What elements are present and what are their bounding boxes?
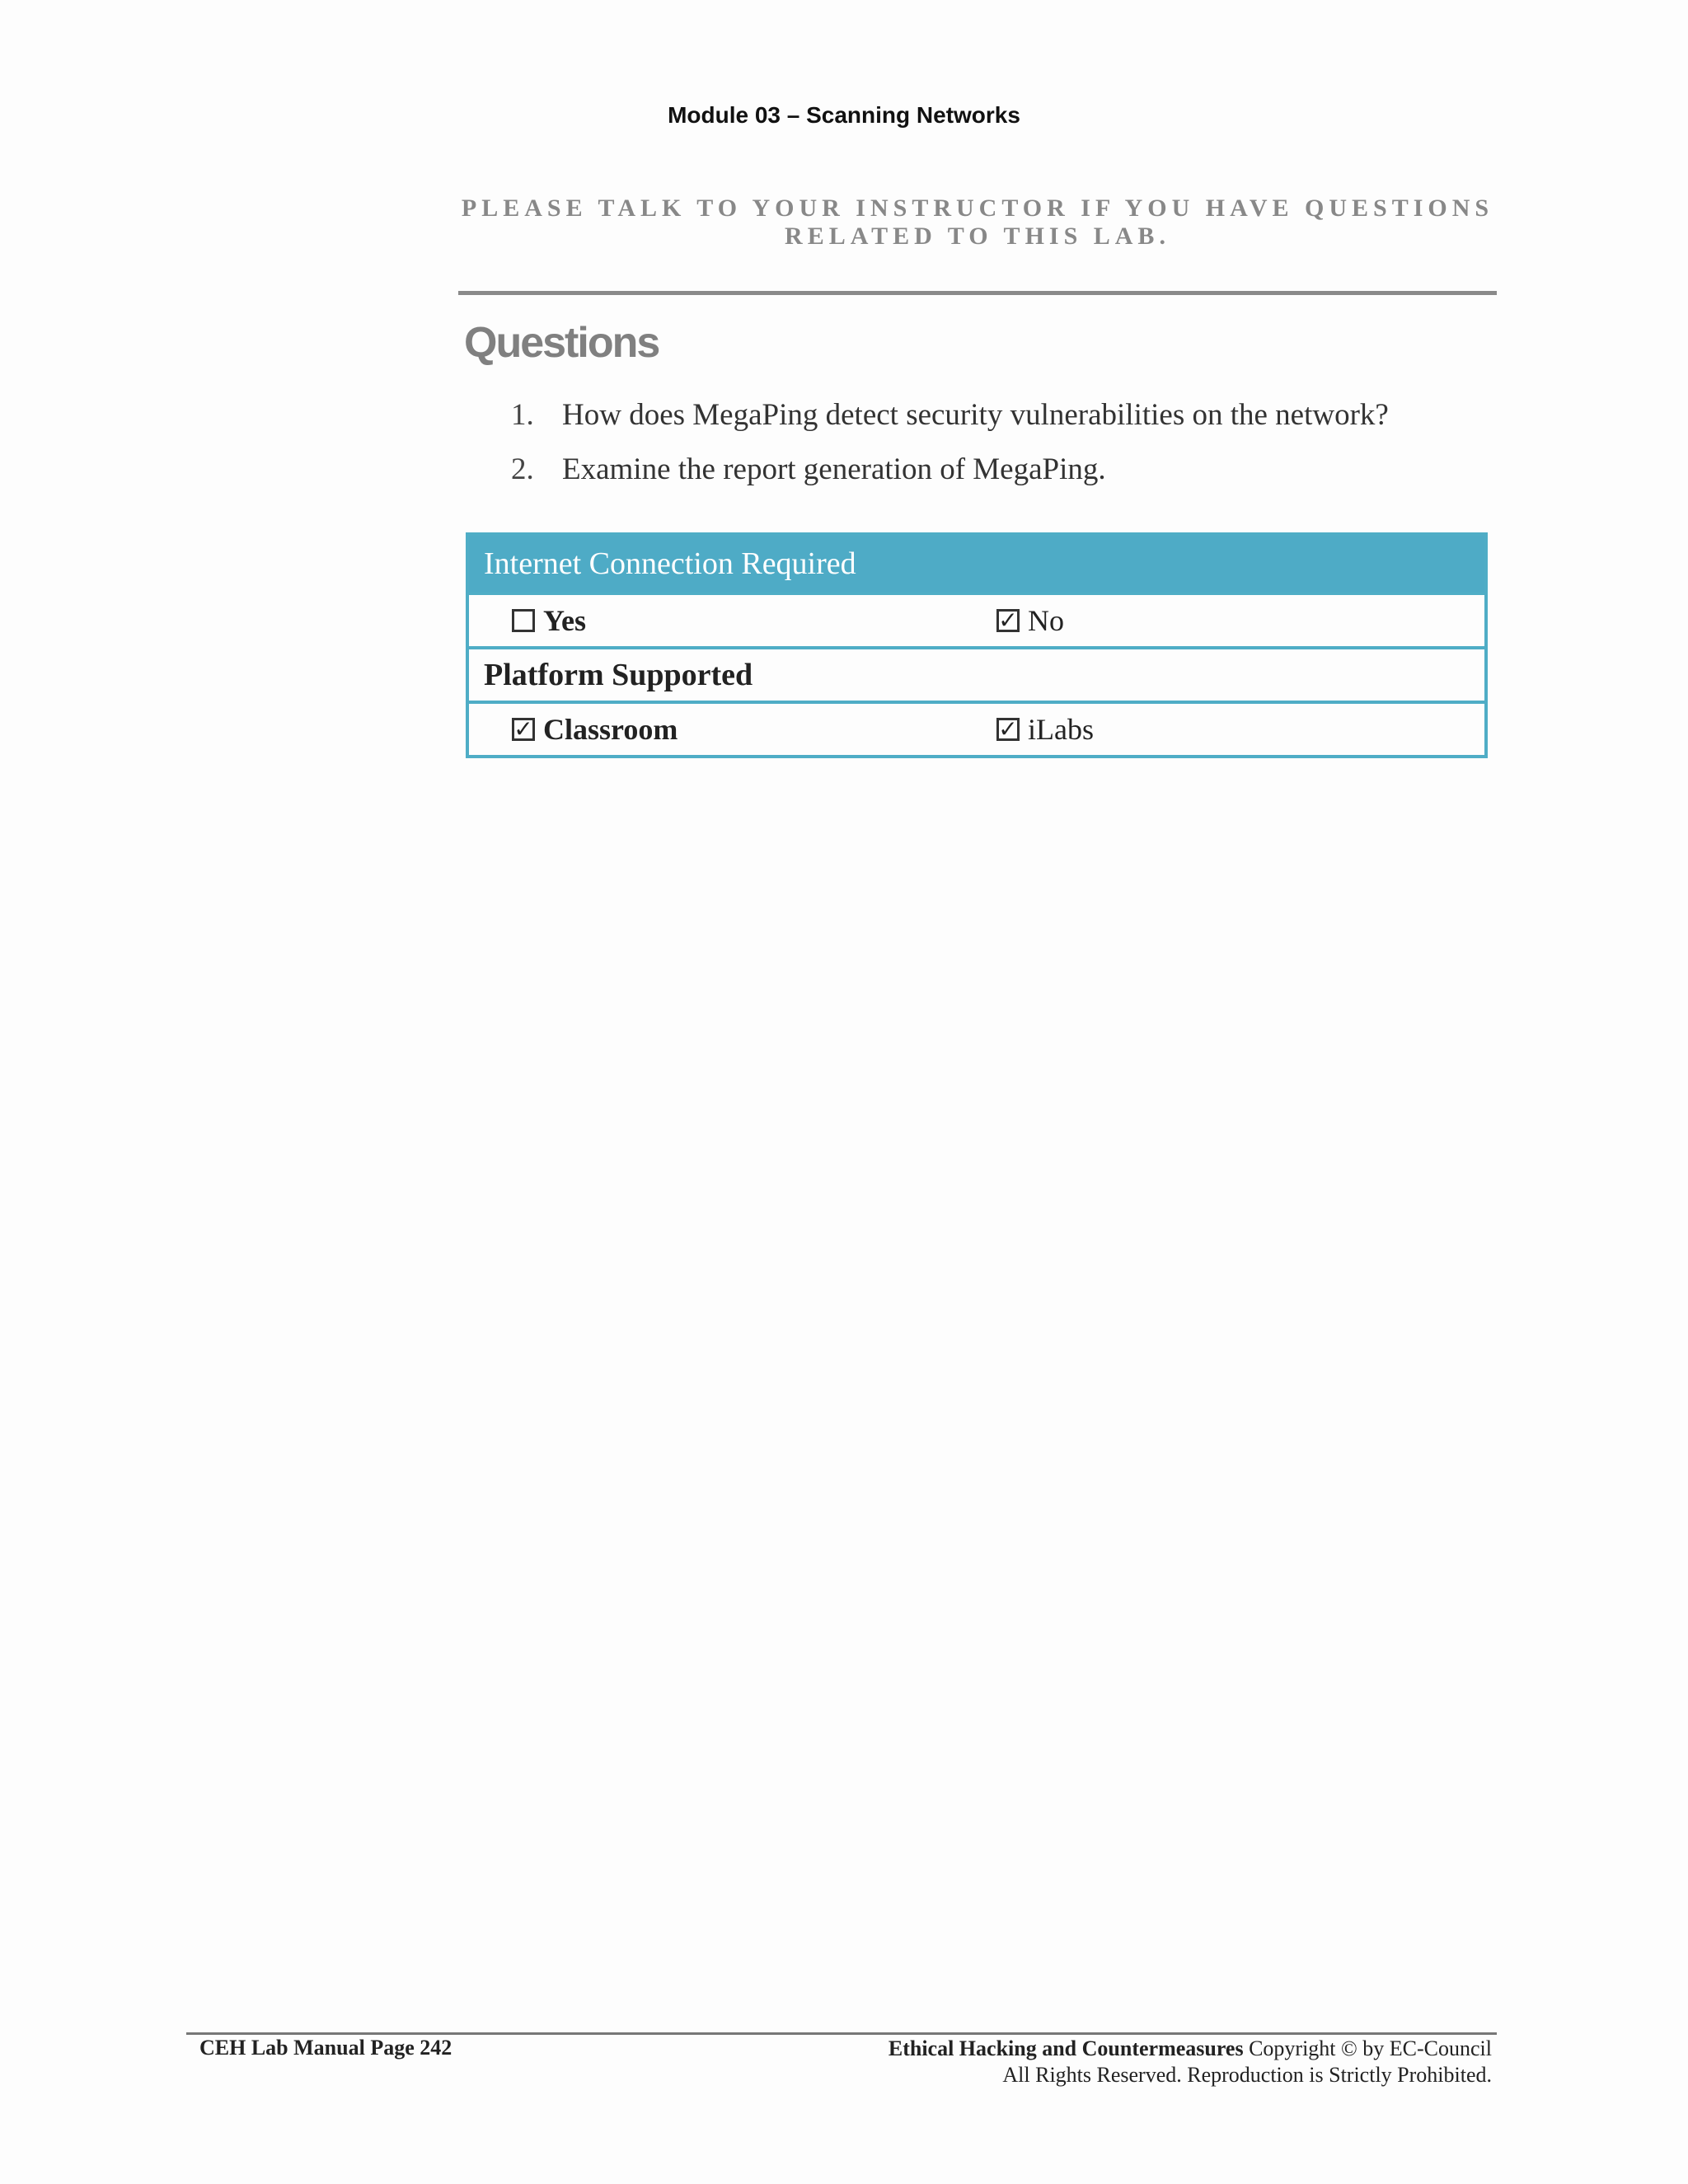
questions-heading: Questions <box>464 319 659 367</box>
requirements-table <box>466 532 1488 758</box>
notice-line-1: PLEASE TALK TO YOUR INSTRUCTOR IF YOU HAVE QUESTIONS <box>461 194 1494 222</box>
footer-divider <box>186 2032 1497 2035</box>
question-text: How does MegaPing detect security vulnerabilities on the network? <box>562 397 1389 432</box>
footer-rights: All Rights Reserved. Reproduction is Strictly Prohibited. <box>1002 2063 1492 2087</box>
question-number: 1. <box>511 397 534 432</box>
option-ilabs-label: iLabs <box>1028 713 1094 746</box>
internet-options-row <box>469 592 1484 646</box>
footer-course-title: Ethical Hacking and Countermeasures <box>888 2036 1244 2060</box>
footer-page-number: Page 242 <box>370 2036 452 2060</box>
questions-list <box>511 387 1389 496</box>
module-header: Module 03 – Scanning Networks <box>668 102 1020 128</box>
platform-supported-header: Platform Supported <box>469 646 1484 701</box>
footer-copyright-text: Copyright © by EC-Council <box>1249 2036 1492 2060</box>
option-no-label: No <box>1028 604 1064 637</box>
option-ilabs <box>996 712 1094 747</box>
classroom-checkbox-icon: ✓ <box>512 718 535 741</box>
footer-page-info <box>199 2036 452 2060</box>
instructor-notice <box>458 194 1497 251</box>
section-divider <box>458 291 1497 295</box>
option-yes <box>469 603 996 638</box>
question-number: 2. <box>511 452 534 486</box>
question-text: Examine the report generation of MegaPing. <box>562 452 1106 486</box>
footer-manual-title: CEH Lab Manual <box>199 2036 365 2060</box>
internet-connection-header: Internet Connection Required <box>469 536 1484 592</box>
ilabs-checkbox-icon: ✓ <box>996 718 1020 741</box>
footer-copyright <box>659 2036 1492 2088</box>
question-item <box>511 442 1389 496</box>
notice-line-2: RELATED TO THIS LAB. <box>785 223 1170 250</box>
no-checkbox-icon: ✓ <box>996 609 1020 632</box>
option-yes-label: Yes <box>543 604 586 637</box>
option-classroom <box>469 712 996 747</box>
option-classroom-label: Classroom <box>543 713 678 746</box>
question-item <box>511 387 1389 442</box>
platform-options-row <box>469 701 1484 755</box>
yes-checkbox-icon <box>512 609 535 632</box>
option-no <box>996 603 1064 638</box>
